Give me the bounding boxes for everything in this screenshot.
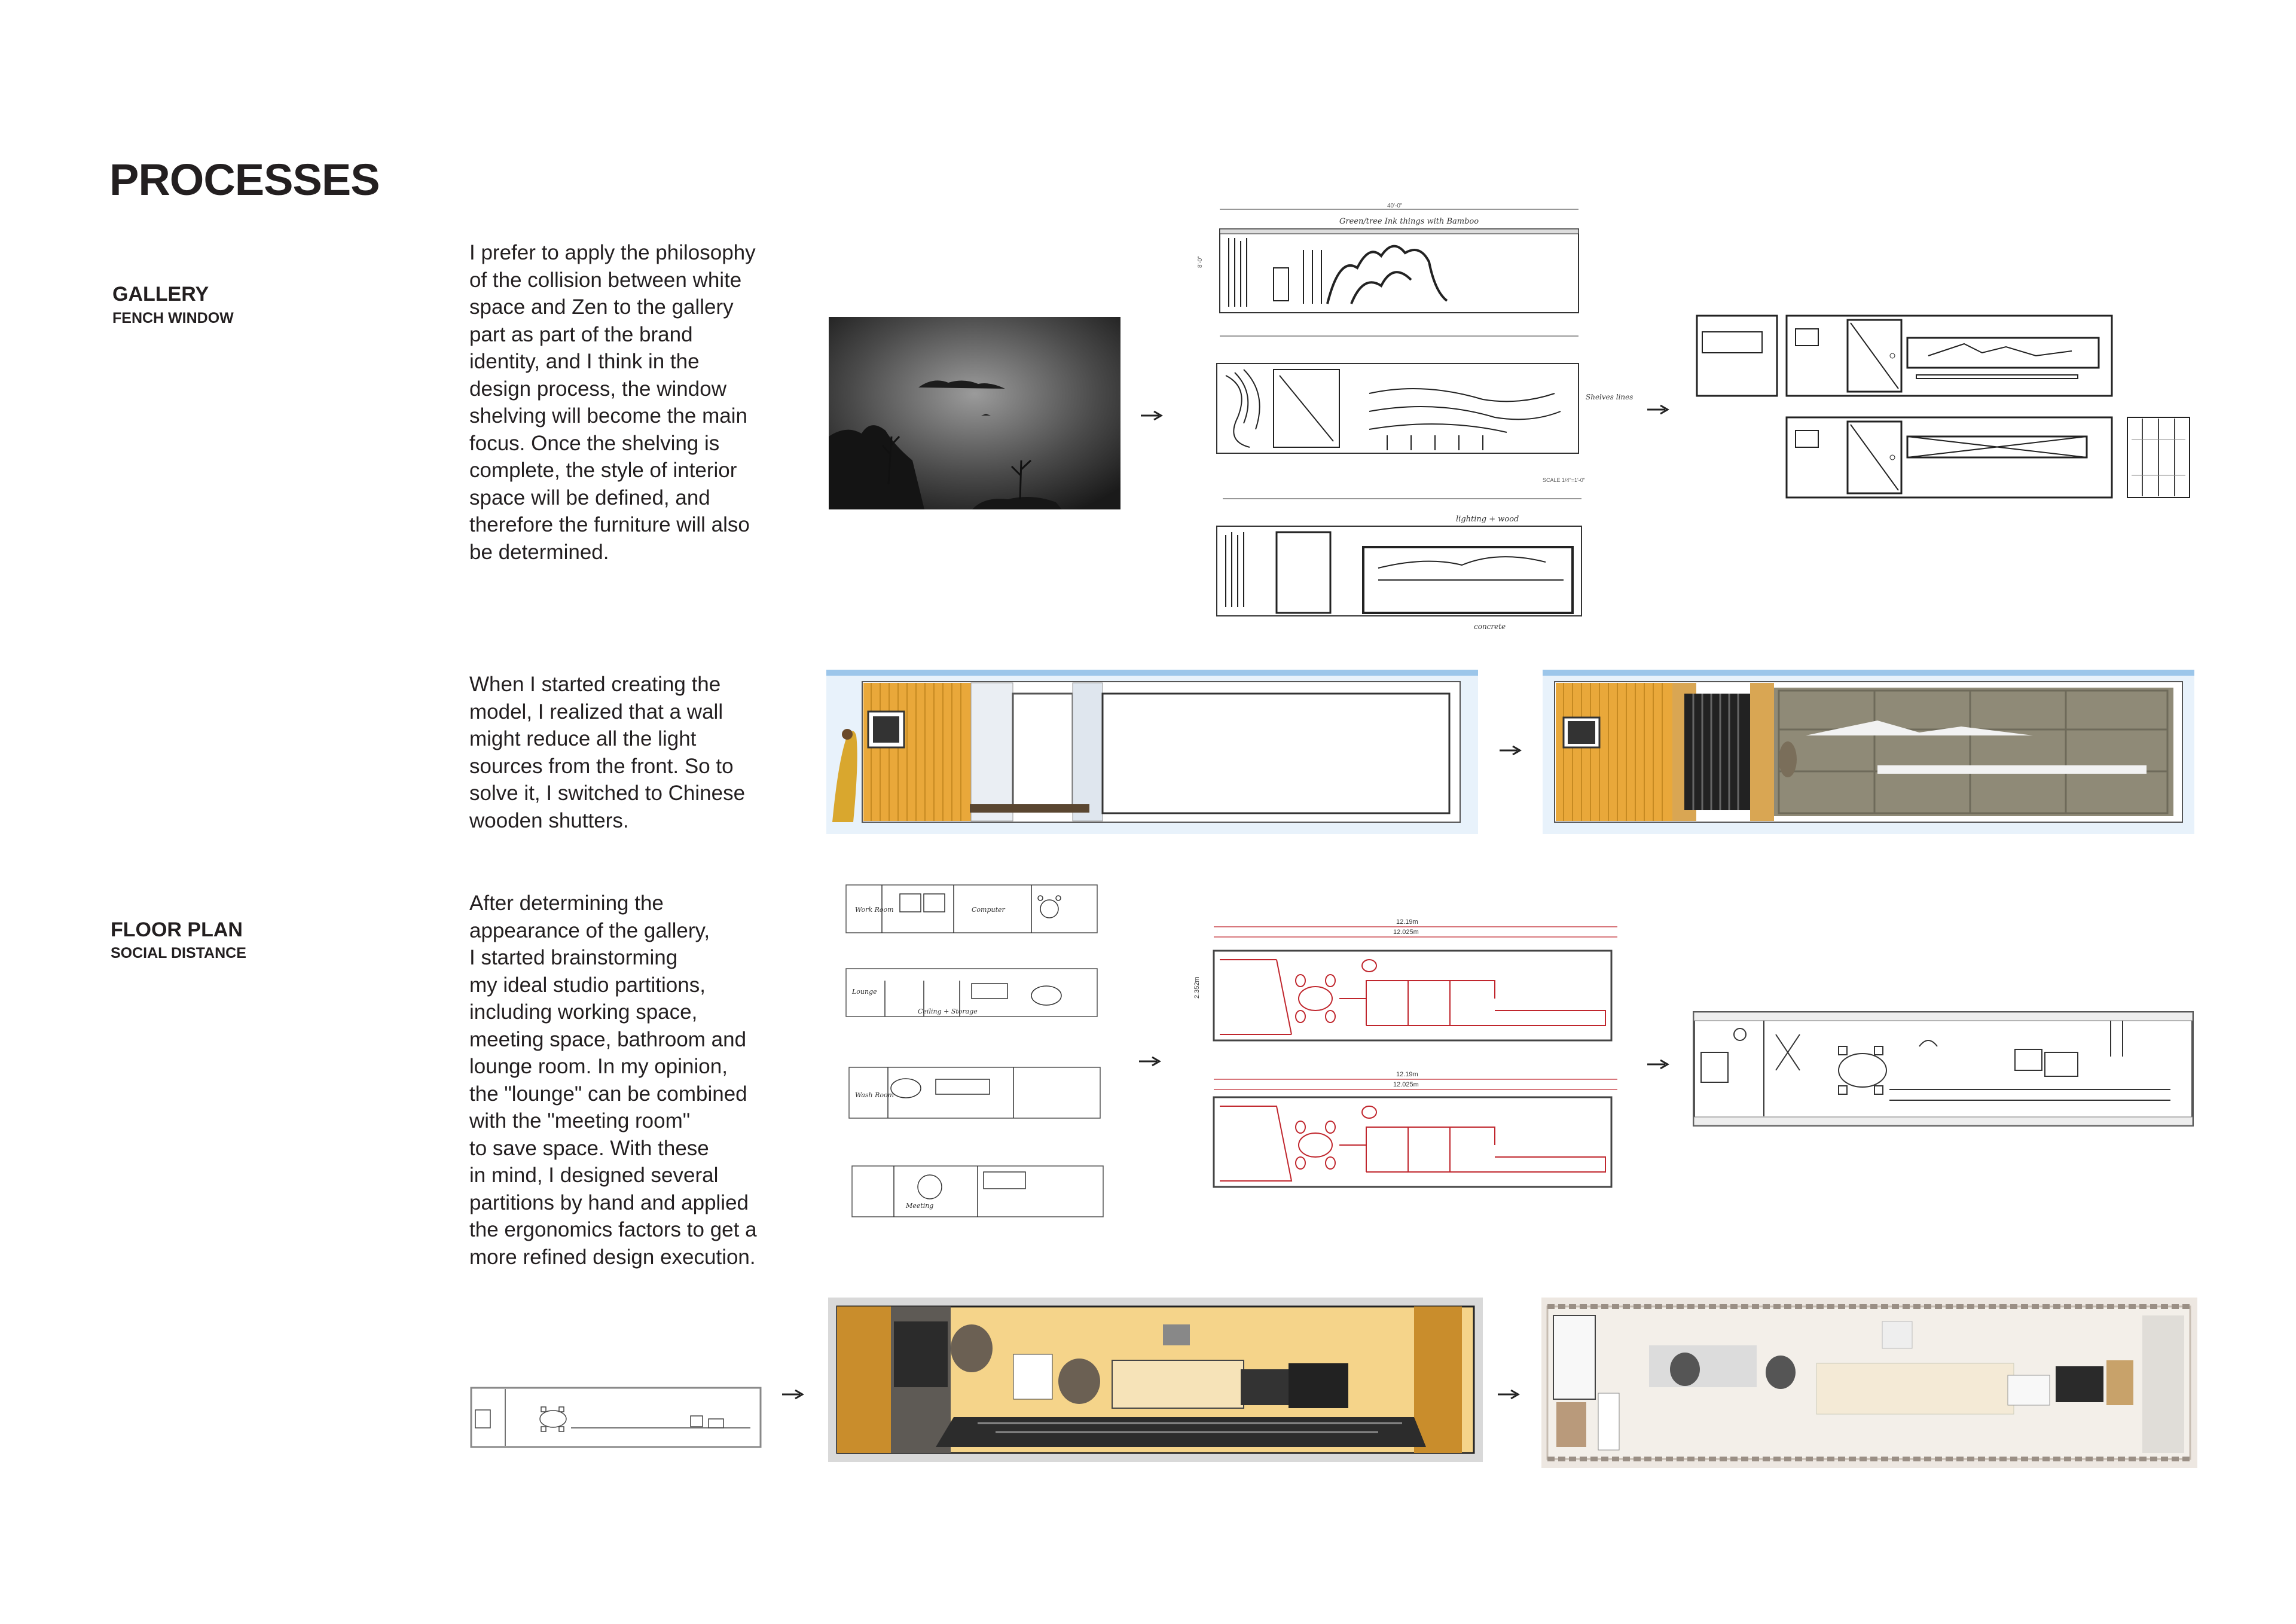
render-topdown-final — [1541, 1298, 2197, 1468]
container-end-view-diagram — [1695, 314, 1779, 398]
page-title: PROCESSES — [109, 155, 380, 204]
elevation-sketch-2 — [1184, 328, 1634, 486]
elevation-sketch-3 — [1187, 490, 1599, 637]
plan-dim-2b: 12.025m — [1393, 1081, 1419, 1088]
hand-plan-label-6: Meeting — [906, 1202, 934, 1210]
sketch-note-2: Shelves lines — [1586, 393, 1634, 401]
floor-plan-subheading: SOCIAL DISTANCE — [111, 945, 246, 961]
gallery-intro-text: I prefer to apply the philosophy of the collision between white space and Zen to the gallery part as part of the brand identity, and I think in the design process, the window shelving will become the main focus. Once the shelving is complete, the style of interior space will be defined, and therefore the furniture will also be determined. — [469, 241, 756, 564]
scale-label: SCALE 1/4"=1'-0" — [1543, 477, 1585, 483]
render-topdown-wireframe — [828, 1298, 1483, 1462]
gallery-reference-image — [829, 317, 1120, 509]
floor-plan-heading: FLOOR PLAN — [111, 918, 243, 941]
sketch-note-3: lighting + wood — [1456, 515, 1519, 524]
hand-drawn-plan-sketches — [834, 861, 1112, 1235]
hand-plan-label-3: Computer — [972, 906, 1005, 914]
arrow-icon — [782, 1388, 806, 1400]
plan-width: 2.352m — [1193, 976, 1201, 999]
plan-dim-1b: 12.19m — [1396, 1071, 1418, 1078]
hand-plan-label-5: Wash Room — [855, 1091, 894, 1099]
sketch-note-1: Green/tree Ink things with Bamboo — [1339, 217, 1479, 226]
plan-dim-1: 12.19m — [1396, 918, 1418, 926]
plan-dim-2: 12.025m — [1393, 929, 1419, 936]
cad-plan-drawings — [1187, 915, 1632, 1190]
arrow-icon — [1141, 410, 1165, 422]
model-text: When I started creating the model, I realized that a wall might reduce all the light sources from the front. So to solve it, I switched to Chinese wooden shutters. — [469, 673, 746, 832]
container-door-diagram — [2126, 416, 2191, 499]
final-floor-plan — [1692, 1011, 2194, 1127]
arrow-icon — [1498, 1388, 1522, 1400]
shelving-layout-diagram-1 — [1785, 314, 2114, 398]
small-floor-plan-thumbnail — [469, 1386, 762, 1449]
hand-plan-label-4: Ceiling + Storage — [918, 1008, 978, 1015]
sketch-note-4: concrete — [1474, 622, 1506, 631]
dim-length-label: 40'-0" — [1387, 203, 1403, 209]
dim-height-label: 8'-0" — [1197, 256, 1204, 268]
model-elevation-after — [1543, 670, 2194, 834]
arrow-icon — [1139, 1055, 1163, 1067]
gallery-subheading: FENCH WINDOW — [112, 310, 234, 326]
elevation-sketch-1 — [1184, 202, 1602, 328]
hand-plan-label-1: Work Room — [855, 906, 894, 914]
model-elevation-before — [826, 670, 1478, 834]
arrow-icon — [1500, 744, 1523, 756]
hand-plan-label-2: Lounge — [852, 988, 877, 996]
arrow-icon — [1647, 404, 1671, 416]
shelving-layout-diagram-2 — [1785, 416, 2114, 499]
floor-plan-text: After determining the appearance of the gallery, I started brainstorming my ideal studio partitions, including working space, meeting space, bathroom and lounge room. In my opinion, the "lounge" can be combined with the "meeting room" to save space. With these in mind, I designed several partitions by hand and applied the ergonomics factors to get a more refined design execution. — [469, 892, 757, 1269]
gallery-heading: GALLERY — [112, 283, 209, 306]
arrow-icon — [1647, 1058, 1671, 1070]
